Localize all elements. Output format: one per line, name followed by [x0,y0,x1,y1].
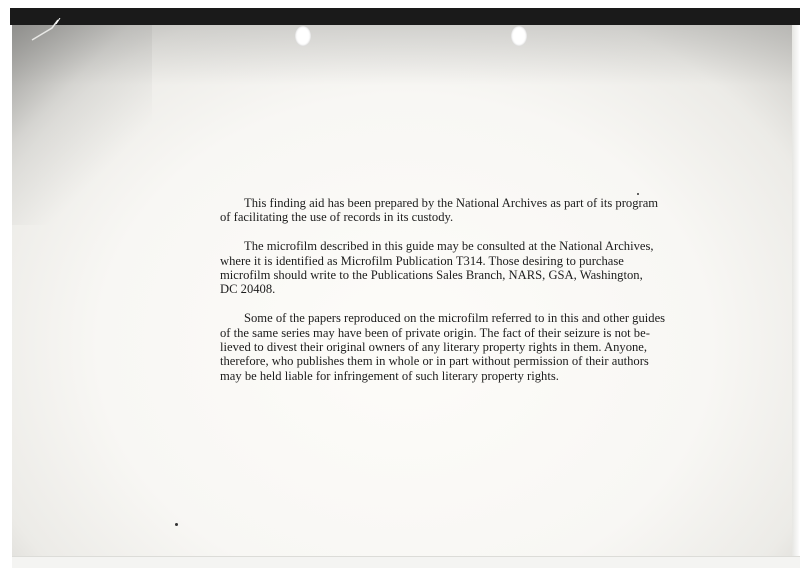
punch-hole-right [511,26,527,46]
dust-speck [637,193,639,195]
paragraph-microfilm [220,239,720,297]
text-line: Some of the papers reproduced on the microfilm referred to in this and other guides [244,311,666,326]
text-line: therefore, who publishes them in whole or in part without permission of their authors [220,354,649,369]
text-line: The microfilm described in this guide may be consulted at the National Archives, [244,239,654,254]
text-line: of the same series may have been of private origin. The fact of their seizure is not be- [220,325,650,340]
punch-hole-left [295,26,311,46]
text-line: This finding aid has been prepared by the National Archives as part of its program [244,196,659,210]
text-line: where it is identified as Microfilm Publication T314. Those desiring to purchase [220,253,624,268]
bottom-page-edge [12,556,800,568]
paragraph-property-rights [220,311,720,383]
right-page-edge [792,25,800,558]
dust-speck [175,523,178,526]
text-line: microfilm should write to the Publications Sales Branch, NARS, GSA, Washington, [220,268,643,283]
text-line: of facilitating the use of records in its custody. [220,210,454,225]
notice-text [220,196,720,398]
scan-top-border [10,8,800,25]
text-line: DC 20408. [220,282,276,297]
corner-pencil-mark [30,18,64,42]
paragraph-purpose [220,196,720,225]
text-line: lieved to divest their original owners of any literary property rights in them. Anyone, [220,340,648,355]
text-line: may be held liable for infringement of such literary property rights. [220,368,559,383]
